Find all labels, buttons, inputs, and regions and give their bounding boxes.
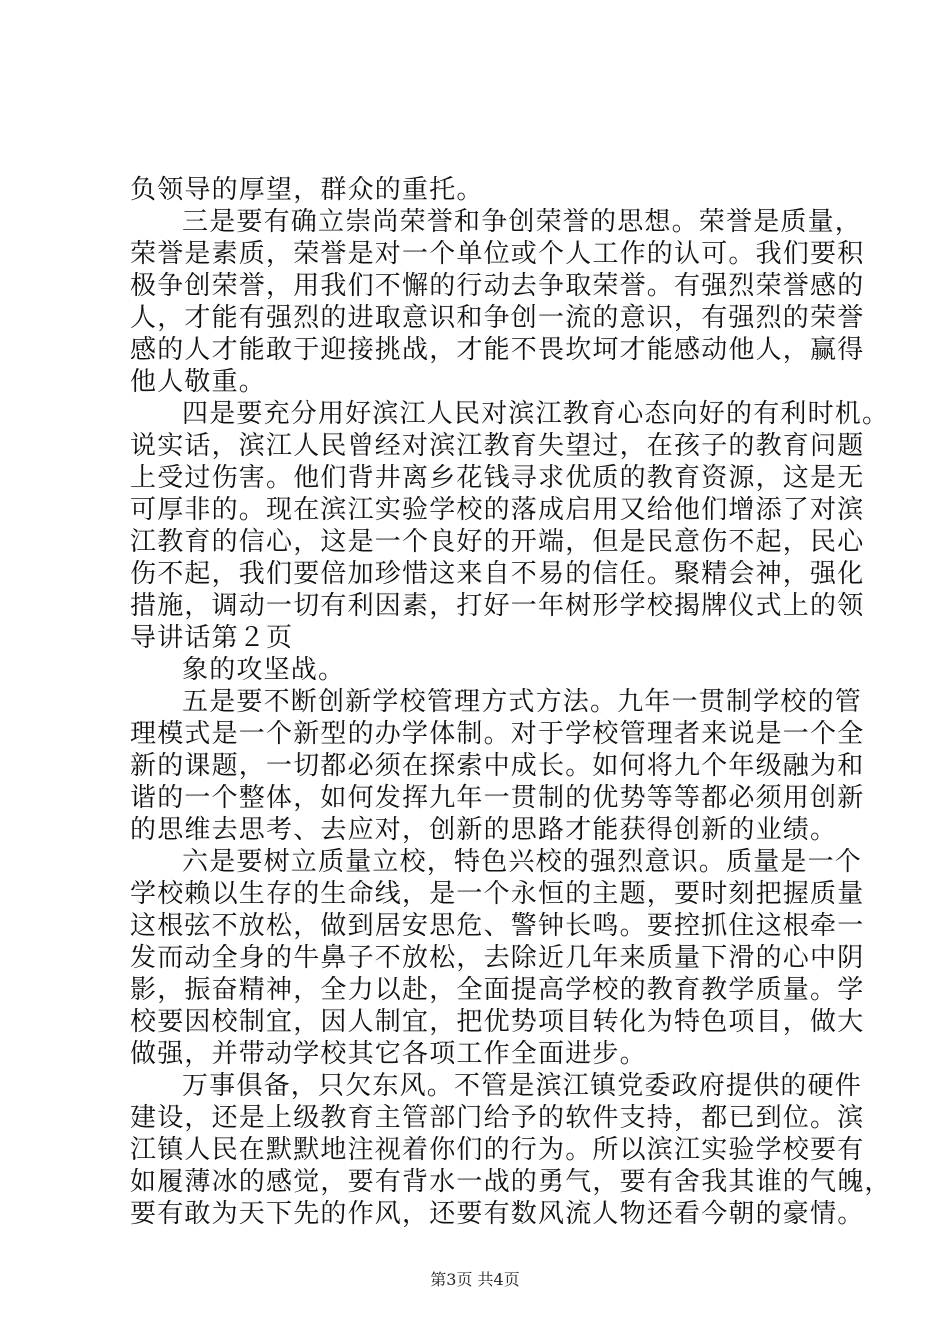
text-line: 伤不起，我们要倍加珍惜这来自不易的信任。聚精会神，强化 [130, 559, 865, 589]
text-line: 理模式是一个新型的办学体制。对于学校管理者来说是一个全 [130, 719, 865, 749]
text-line: 建设，还是上级教育主管部门给予的软件支持，都已到位。滨 [130, 1103, 865, 1133]
paragraph-first-line: 六是要树立质量立校，特色兴校的强烈意识。质量是一个 [182, 847, 863, 877]
page-number-footer: 第3页 共4页 [430, 1270, 520, 1289]
text-line: 校要因校制宜，因人制宜，把优势项目转化为特色项目，做大 [130, 1007, 865, 1037]
text-line: 他人敬重。 [130, 367, 267, 397]
paragraph-first-line: 象的攻坚战。 [182, 655, 346, 685]
text-line: 负领导的厚望，群众的重托。 [130, 175, 484, 205]
text-line: 江教育的信心，这是一个良好的开端，但是民意伤不起，民心 [130, 527, 865, 557]
text-line: 江镇人民在默默地注视着你们的行为。所以滨江实验学校要有 [130, 1135, 865, 1165]
text-line: 要有敢为天下先的作风，还要有数风流人物还看今朝的豪情。 [130, 1199, 865, 1229]
text-line: 发而动全身的牛鼻子不放松，去除近几年来质量下滑的心中阴 [130, 943, 865, 973]
text-line: 极争创荣誉，用我们不懈的行动去争取荣誉。有强烈荣誉感的 [130, 271, 865, 301]
text-line: 感的人才能敢于迎接挑战，才能不畏坎坷才能感动他人，赢得 [130, 335, 865, 365]
text-line: 谐的一个整体，如何发挥九年一贯制的优势等等都必须用创新 [130, 783, 865, 813]
text-line: 人，才能有强烈的进取意识和争创一流的意识，有强烈的荣誉 [130, 303, 865, 333]
paragraph-first-line: 四是要充分用好滨江人民对滨江教育心态向好的有利时机。 [182, 399, 890, 429]
text-line: 的思维去思考、去应对，创新的思路才能获得创新的业绩。 [130, 815, 838, 845]
text-line: 如履薄冰的感觉，要有背水一战的勇气，要有舍我其谁的气魄， [130, 1167, 892, 1197]
paragraph-first-line: 三是要有确立崇尚荣誉和争创荣誉的思想。荣誉是质量， [182, 207, 863, 237]
text-line: 学校赖以生存的生命线，是一个永恒的主题，要时刻把握质量 [130, 879, 865, 909]
text-line: 这根弦不放松，做到居安思危、警钟长鸣。要控抓住这根牵一 [130, 911, 865, 941]
text-line: 措施，调动一切有利因素，打好一年树形学校揭牌仪式上的领 [130, 591, 865, 621]
paragraph-first-line: 万事俱备，只欠东风。不管是滨江镇党委政府提供的硬件 [182, 1071, 863, 1101]
text-line: 可厚非的。现在滨江实验学校的落成启用又给他们增添了对滨 [130, 495, 865, 525]
text-line: 新的课题，一切都必须在探索中成长。如何将九个年级融为和 [130, 751, 865, 781]
text-line: 影，振奋精神，全力以赴，全面提高学校的教育教学质量。学 [130, 975, 865, 1005]
text-line: 上受过伤害。他们背井离乡花钱寻求优质的教育资源，这是无 [130, 463, 865, 493]
text-line: 荣誉是素质，荣誉是对一个单位或个人工作的认可。我们要积 [130, 239, 865, 269]
text-line: 说实话，滨江人民曾经对滨江教育失望过，在孩子的教育问题 [130, 431, 865, 461]
text-line: 做强，并带动学校其它各项工作全面进步。 [130, 1039, 647, 1069]
text-line: 导讲话第２页 [130, 623, 294, 653]
paragraph-first-line: 五是要不断创新学校管理方式方法。九年一贯制学校的管 [182, 687, 863, 717]
